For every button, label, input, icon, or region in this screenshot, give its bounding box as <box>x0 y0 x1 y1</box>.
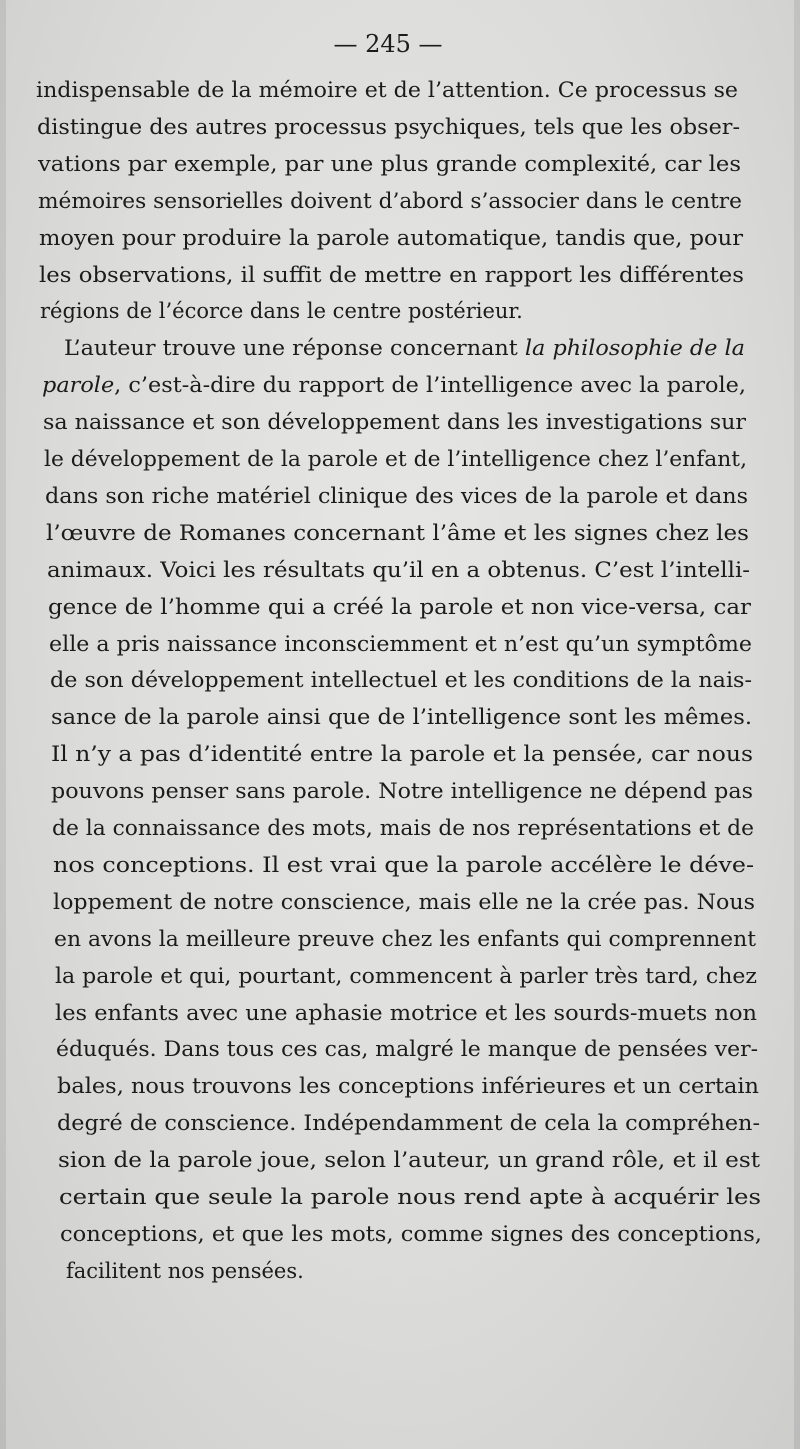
text-line: l’œuvre de Romanes concernant l’âme et les signes chez les <box>46 520 750 545</box>
text-line: facilitent nos pensées. <box>66 1258 304 1283</box>
text-line: gence de l’homme qui a créé la parole et non vice-versa, car <box>48 594 751 619</box>
text-line: parole, c’est-à-dire du rapport de l’intelligence avec la parole, <box>42 373 747 398</box>
text-line: conceptions, et que les mots, comme signes des conceptions, <box>60 1221 762 1246</box>
text-line: elle a pris naissance inconsciemment et n’est qu’un symptôme <box>49 631 752 656</box>
text-line: sion de la parole joue, selon l’auteur, un grand rôle, et il est <box>58 1148 760 1173</box>
text-line: nos conceptions. Il est vrai que la parole accélère le déve- <box>53 852 754 877</box>
text-line: le développement de la parole et de l’intelligence chez l’enfant, <box>44 447 747 471</box>
text-line: sance de la parole ainsi que de l’intelligence sont les mêmes. <box>51 705 752 730</box>
text-line: les enfants avec une aphasie motrice et les sourds-muets non <box>55 1000 757 1025</box>
text-line: dans son riche matériel clinique des vices de la parole et dans <box>45 483 748 508</box>
text-line: indispensable de la mémoire et de l’attention. Ce processus se <box>36 78 738 102</box>
text-line: régions de l’écorce dans le centre postérieur. <box>40 299 523 324</box>
text-line: sa naissance et son développement dans les investigations sur <box>43 410 746 435</box>
text-line: de la connaissance des mots, mais de nos représentations et de <box>52 816 754 840</box>
scan-shadow <box>794 0 800 1449</box>
text-line: animaux. Voici les résultats qu’il en a obtenus. C’est l’intelli- <box>47 557 750 582</box>
text-line: bales, nous trouvons les conceptions inférieures et un certain <box>57 1074 759 1099</box>
scan-shadow <box>0 0 6 1449</box>
text-line: loppement de notre conscience, mais elle ne la crée pas. Nous <box>53 889 755 914</box>
text-line: éduqués. Dans tous ces cas, malgré le manque de pensées ver- <box>56 1037 758 1062</box>
text-line: distingue des autres processus psychiques, tels que les obser- <box>37 114 740 139</box>
text-line: pouvons penser sans parole. Notre intelligence ne dépend pas <box>51 779 753 804</box>
text-line: de son développement intellectuel et les conditions de la nais- <box>50 668 752 693</box>
text-line: la parole et qui, pourtant, commencent à parler très tard, chez <box>55 963 757 988</box>
text-line: vations par exemple, par une plus grande complexité, car les <box>38 151 741 176</box>
text-line: les observations, il suffit de mettre en rapport les différentes <box>39 262 744 287</box>
page-number: — 245 — <box>333 30 443 58</box>
text-line: mémoires sensorielles doivent d’abord s’associer dans le centre <box>38 188 742 213</box>
text-line: degré de conscience. Indépendamment de cela la compréhen- <box>57 1111 760 1136</box>
text-line: certain que seule la parole nous rend apte à acquérir les <box>59 1185 761 1209</box>
text-line: en avons la meilleure preuve chez les enfants qui comprennent <box>54 926 756 951</box>
text-line: moyen pour produire la parole automatique, tandis que, pour <box>39 225 743 250</box>
text-line: L’auteur trouve une réponse concernant la philosophie de la <box>64 336 745 361</box>
text-line: Il n’y a pas d’identité entre la parole et la pensée, car nous <box>51 742 753 767</box>
